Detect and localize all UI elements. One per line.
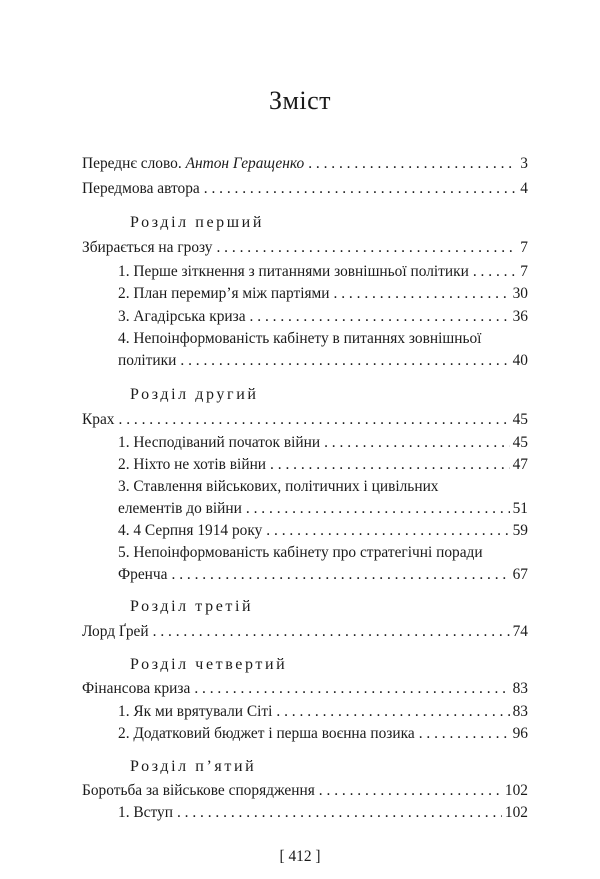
toc-subentry[interactable] bbox=[118, 564, 528, 585]
dot-leader bbox=[276, 701, 509, 722]
entry-label: Передмова автора bbox=[82, 180, 200, 197]
toc-subentry[interactable] bbox=[118, 432, 528, 453]
page-title: Зміст bbox=[268, 86, 332, 115]
dot-leader bbox=[204, 178, 518, 199]
page-number: 7 bbox=[520, 239, 528, 256]
toc-subentry[interactable] bbox=[118, 350, 528, 371]
dot-leader bbox=[270, 454, 510, 475]
page-number: 102 bbox=[504, 804, 528, 821]
toc-entry-preface[interactable] bbox=[82, 178, 528, 199]
section-heading: Розділ перший bbox=[130, 214, 265, 231]
toc-chapter[interactable] bbox=[82, 780, 528, 801]
entry-label: політики bbox=[118, 352, 177, 369]
toc-subentry[interactable] bbox=[118, 261, 528, 282]
toc-subentry[interactable] bbox=[118, 802, 528, 823]
page-number: 40 bbox=[512, 352, 528, 369]
section-heading: Розділ другий bbox=[130, 386, 259, 403]
toc-chapter[interactable] bbox=[82, 621, 528, 642]
toc-chapter[interactable] bbox=[82, 409, 528, 430]
chapter-title: Лорд Ґрей bbox=[82, 623, 149, 640]
dot-leader bbox=[250, 306, 510, 327]
toc-subentry[interactable] bbox=[118, 701, 528, 722]
page-number: 4 bbox=[520, 180, 528, 197]
dot-leader bbox=[324, 432, 510, 453]
dot-leader bbox=[216, 237, 517, 258]
entry-label: 1. Вступ bbox=[118, 804, 173, 821]
dot-leader bbox=[266, 520, 509, 541]
dot-leader bbox=[419, 723, 510, 744]
toc-entry-foreword[interactable] bbox=[82, 153, 528, 174]
entry-first-line: 3. Ставлення військових, політичних і цивільних bbox=[118, 478, 439, 495]
page-number: 83 bbox=[512, 703, 528, 720]
section-heading: Розділ третій bbox=[130, 598, 254, 615]
dot-leader bbox=[153, 621, 510, 642]
dot-leader bbox=[194, 678, 509, 699]
toc-subentry[interactable] bbox=[118, 723, 528, 744]
entry-label: елементів до війни bbox=[118, 500, 242, 517]
dot-leader bbox=[334, 283, 510, 304]
page-number: 30 bbox=[512, 285, 528, 302]
toc-subentry[interactable] bbox=[118, 498, 528, 519]
page-number: 7 bbox=[520, 263, 528, 280]
page-number: 36 bbox=[512, 308, 528, 325]
toc-chapter[interactable] bbox=[82, 237, 528, 258]
section-heading: Розділ четвертий bbox=[130, 656, 288, 673]
page-number: 45 bbox=[512, 434, 528, 451]
chapter-title: Боротьба за військове спорядження bbox=[82, 782, 315, 799]
entry-first-line: 4. Непоінформованість кабінету в питаннях зовнішньої bbox=[118, 330, 482, 347]
page-number: 74 bbox=[512, 623, 528, 640]
page-number: 47 bbox=[512, 456, 528, 473]
toc-subentry[interactable] bbox=[118, 306, 528, 327]
page-number: 96 bbox=[512, 725, 528, 742]
entry-label: 2. Додатковий бюджет і перша воєнна позика bbox=[118, 725, 415, 742]
entry-label: 1. Як ми врятували Сіті bbox=[118, 703, 273, 720]
dot-leader bbox=[180, 350, 509, 371]
page-number: 67 bbox=[512, 566, 528, 583]
dot-leader bbox=[473, 261, 517, 282]
entry-label: 1. Перше зіткнення з питаннями зовнішньої політики bbox=[118, 263, 469, 280]
entry-label: 4. 4 Серпня 1914 року bbox=[118, 522, 263, 539]
entry-label: 3. Агадірська криза bbox=[118, 308, 246, 325]
entry-label: 2. Ніхто не хотів війни bbox=[118, 456, 267, 473]
page-number: 3 bbox=[520, 155, 528, 172]
toc-subentry[interactable] bbox=[118, 520, 528, 541]
dot-leader bbox=[246, 498, 510, 519]
entry-label: 1. Несподіваний початок війни bbox=[118, 434, 321, 451]
page-number: 83 bbox=[512, 680, 528, 697]
chapter-title: Крах bbox=[82, 411, 115, 428]
page-number: 51 bbox=[512, 500, 528, 517]
entry-label: 2. План перемир’я між партіями bbox=[118, 285, 330, 302]
toc-subentry[interactable] bbox=[118, 283, 528, 304]
entry-first-line: 5. Непоінформованість кабінету про стратегічні поради bbox=[118, 544, 483, 561]
page-number: 102 bbox=[504, 782, 528, 799]
chapter-title: Збирається на грозу bbox=[82, 239, 213, 256]
page-number: 59 bbox=[512, 522, 528, 539]
chapter-title: Фінансова криза bbox=[82, 680, 191, 697]
dot-leader bbox=[177, 802, 502, 823]
dot-leader bbox=[172, 564, 510, 585]
foreword-author: Антон Геращенко bbox=[185, 155, 305, 172]
toc-subentry[interactable] bbox=[118, 454, 528, 475]
section-heading: Розділ п’ятий bbox=[130, 758, 257, 775]
entry-label: Френча bbox=[118, 566, 168, 583]
toc-chapter[interactable] bbox=[82, 678, 528, 699]
page-folio: [ 412 ] bbox=[279, 848, 321, 865]
page-number: 45 bbox=[512, 411, 528, 428]
dot-leader bbox=[119, 409, 510, 430]
dot-leader bbox=[308, 153, 517, 174]
dot-leader bbox=[319, 780, 502, 801]
foreword-label: Переднє слово. bbox=[82, 155, 186, 172]
